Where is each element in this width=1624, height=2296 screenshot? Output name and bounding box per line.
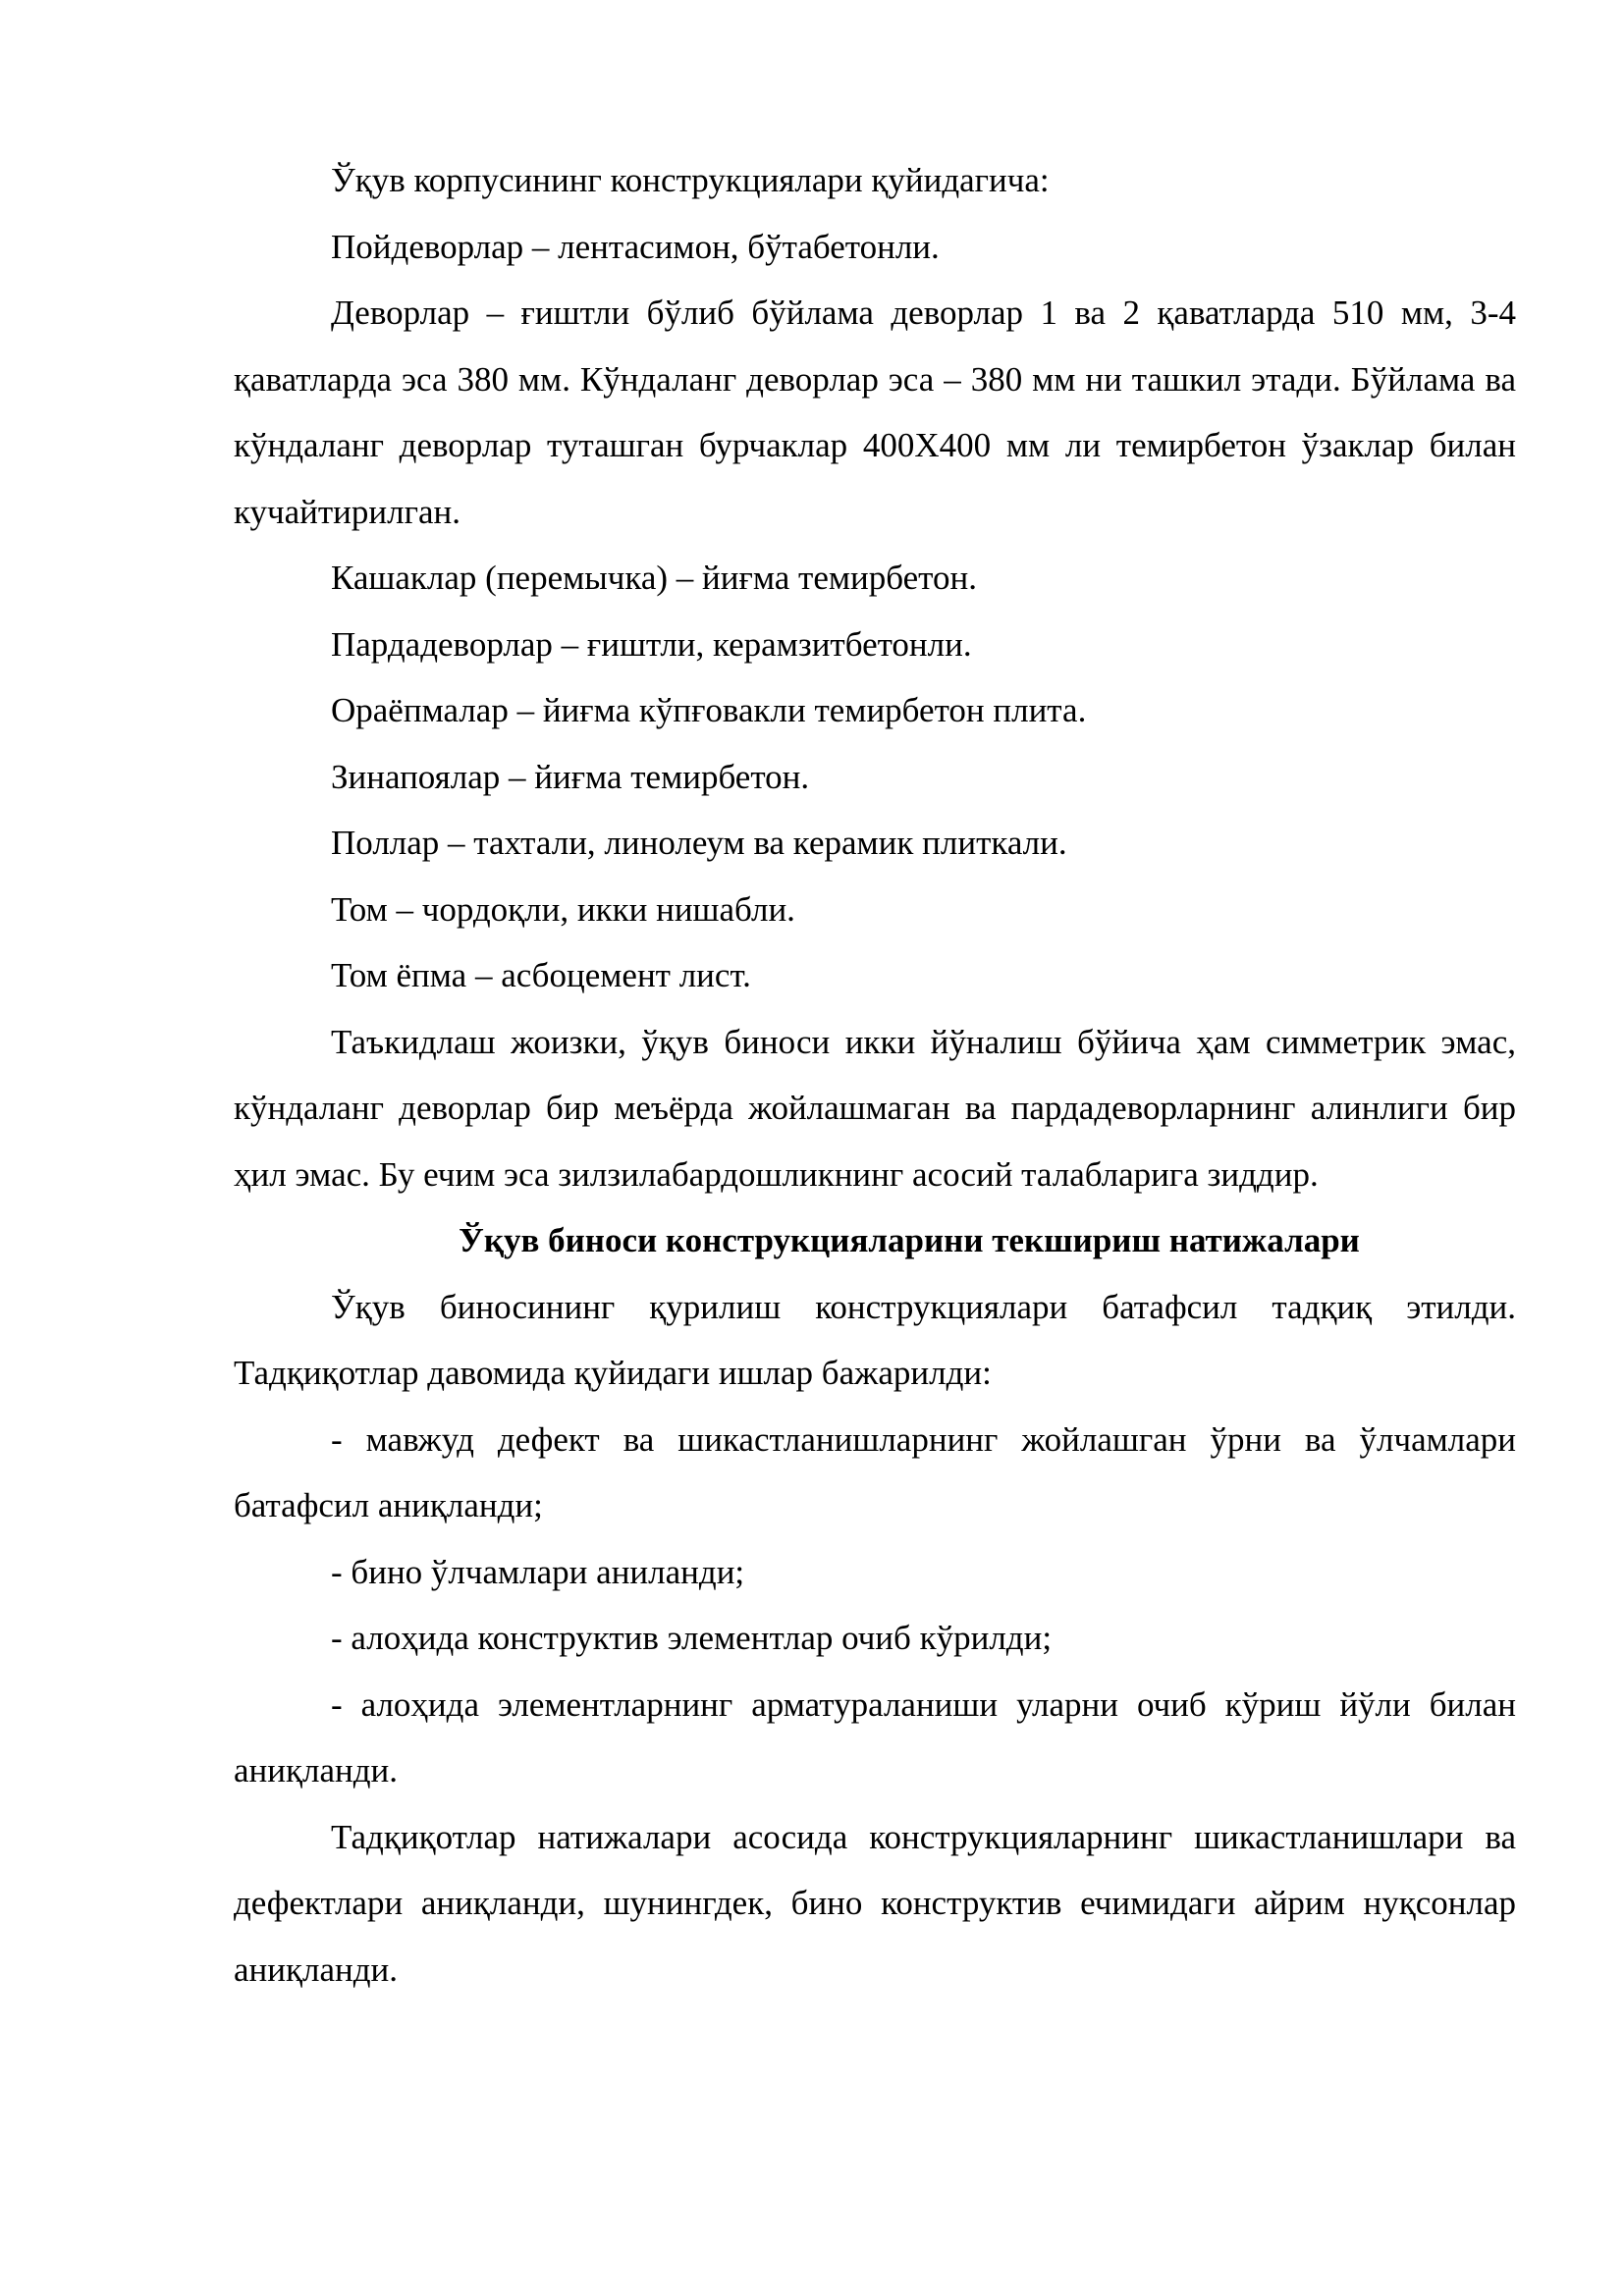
document-body bbox=[234, 147, 1516, 2002]
paragraph-foundations: Пойдеворлар – лентасимон, бўтабетонли. bbox=[331, 227, 940, 266]
paragraph-floors: Поллар – тахтали, линолеум ва керамик плиткали. bbox=[331, 824, 1067, 862]
paragraph-research-results: Тадқиқотлар натижалари асосида конструкцияларнинг шикастланишлари ва дефектлари аниқланди, шунингдек, бино конструктив ечимидаги айрим нуқсонлар аниқланди. bbox=[234, 1817, 1516, 1989]
list-item-dimensions: - бино ўлчамлари аниланди; bbox=[331, 1552, 745, 1591]
paragraph-walls: Деворлар – ғиштли бўлиб бўйлама деворлар 1 ва 2 қаватларда 510 мм, 3-4 қаватларда эса 380 мм. Кўндаланг деворлар эса – 380 мм ни ташкил этади. Бўйлама ва кўндаланг деворлар туташган бурчаклар 400Х400 мм ли темирбетон ўзаклар билан кучайтирилган. bbox=[234, 294, 1516, 531]
section-heading: Ўқув биноси конструкцияларини текшириш натижалари bbox=[459, 1221, 1360, 1259]
paragraph-constructions-intro: Ўқув корпусининг конструкциялари қуйидагича: bbox=[331, 161, 1050, 199]
paragraph-partitions: Пардадеворлар – ғиштли, керамзитбетонли. bbox=[331, 624, 972, 664]
list-item-elements-opened: - алоҳида конструктив элементлар очиб кўрилди; bbox=[331, 1619, 1053, 1657]
paragraph-roof: Том – чордоқли, икки нишабли. bbox=[331, 889, 795, 929]
list-item-defects: - мавжуд дефект ва шикастланишларнинг жойлашган ўрни ва ўлчамлари батафсил аниқланди; bbox=[234, 1419, 1516, 1524]
paragraph-research-intro: Ўқув биносининг қурилиш конструкциялари батафсил тадқиқ этилди. Тадқиқотлар давомида қуйидаги ишлар бажарилди: bbox=[234, 1287, 1516, 1392]
paragraph-roof-covering: Том ёпма – асбоцемент лист. bbox=[331, 956, 751, 994]
list-item-reinforcement: - алоҳида элементларнинг арматураланиши уларни очиб кўриш йўли билан аниқланди. bbox=[234, 1684, 1516, 1789]
paragraph-stairs: Зинапоялар – йиғма темирбетон. bbox=[331, 757, 810, 796]
paragraph-symmetry-note: Таъкидлаш жоизки, ўқув биноси икки йўналиш бўйича ҳам симметрик эмас, кўндаланг деворлар бир меъёрда жойлашмаган ва пардадеворларнинг алинлиги бир ҳил эмас. Бу ечим эса зилзилабардошликнинг асосий талабларига зиддир. bbox=[234, 1022, 1516, 1194]
paragraph-lintels: Кашаклар (перемычка) – йиғма темирбетон. bbox=[331, 559, 977, 597]
paragraph-floor-slabs: Ораёпмалар – йиғма кўпғовакли темирбетон плита. bbox=[331, 691, 1087, 729]
